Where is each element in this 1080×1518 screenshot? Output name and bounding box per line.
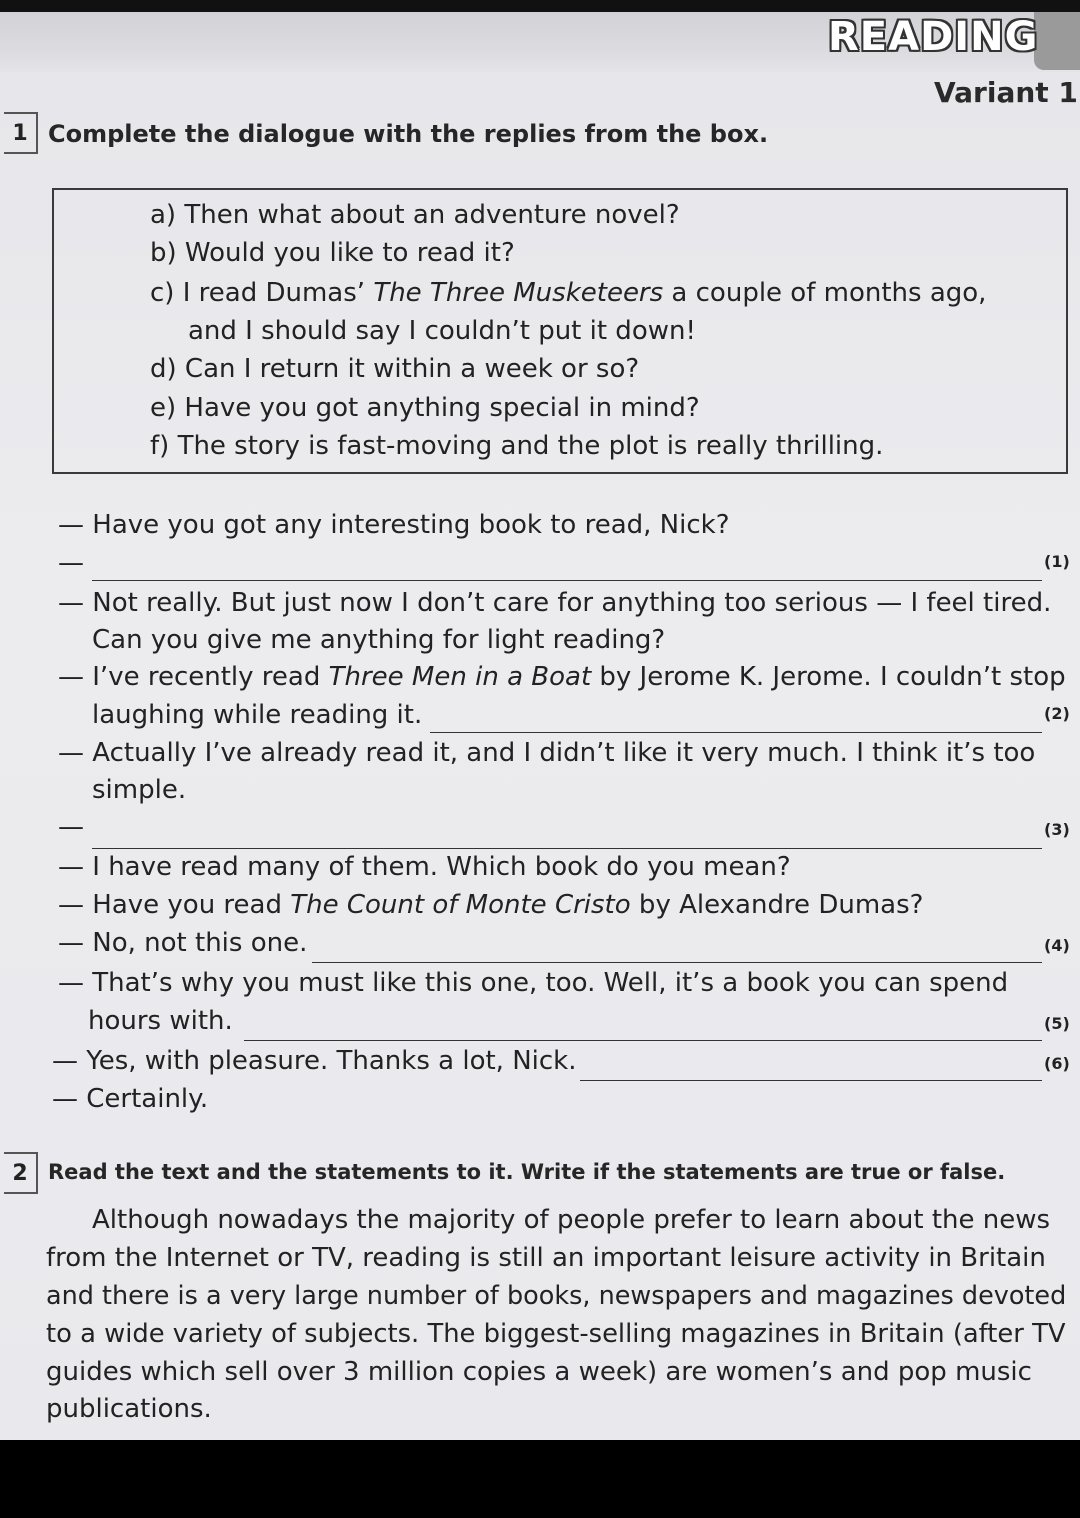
dialogue-line-4: Can you give me anything for light reading? xyxy=(92,625,666,655)
section-title: READING xyxy=(828,14,1039,60)
option-c-continued: and I should say I couldn’t put it down! xyxy=(188,316,696,346)
task-2-instruction: Read the text and the statements to it. Write if the statements are true or false. xyxy=(48,1160,1006,1184)
dialogue-line-5: — I’ve recently read Three Men in a Boat by Jerome K. Jerome. I couldn’t stop xyxy=(58,662,1066,692)
option-e: e) Have you got anything special in mind? xyxy=(150,393,700,423)
task-2-number: 2 xyxy=(4,1152,38,1194)
option-a: a) Then what about an adventure novel? xyxy=(150,200,680,230)
task-1-instruction: Complete the dialogue with the replies from the box. xyxy=(48,120,769,148)
variant-label: Variant 1 xyxy=(934,76,1078,109)
dialogue-line-3: — Not really. But just now I don’t care for anything too serious — I feel tired. xyxy=(58,588,1052,618)
answer-blank-3[interactable] xyxy=(92,848,1042,849)
dialogue-line-10: — I have read many of them. Which book do you mean? xyxy=(58,852,791,882)
answer-blank-4[interactable] xyxy=(312,962,1042,963)
option-c: c) I read Dumas’ The Three Musketeers a couple of months ago, xyxy=(150,278,987,308)
answer-blank-5[interactable] xyxy=(244,1040,1042,1041)
answer-blank-6[interactable] xyxy=(580,1080,1042,1081)
text-line-3: and there is a very large number of books, newspapers and magazines devoted xyxy=(46,1281,1067,1311)
top-dark-strip xyxy=(0,0,1080,12)
dialogue-line-14: hours with. xyxy=(88,1006,233,1036)
option-d: d) Can I return it within a week or so? xyxy=(150,354,640,384)
text-line-4: to a wide variety of subjects. The biggest-selling magazines in Britain (after TV xyxy=(46,1319,1066,1349)
blank-number-3: (3) xyxy=(1044,820,1070,839)
text-line-5: guides which sell over 3 million copies a week) are women’s and pop music xyxy=(46,1357,1032,1387)
dialogue-line-16: — Certainly. xyxy=(52,1084,209,1114)
dialogue-line-7: — Actually I’ve already read it, and I didn’t like it very much. I think it’s too xyxy=(58,738,1036,768)
dialogue-line-11: — Have you read The Count of Monte Cristo by Alexandre Dumas? xyxy=(58,890,924,920)
dialogue-line-15: — Yes, with pleasure. Thanks a lot, Nick. xyxy=(52,1046,577,1076)
text-line-2: from the Internet or TV, reading is still an important leisure activity in Britain xyxy=(46,1243,1046,1273)
corner-decoration xyxy=(1034,12,1080,70)
dialogue-line-12: — No, not this one. xyxy=(58,928,308,958)
text-line-6: publications. xyxy=(46,1394,212,1424)
blank-number-5: (5) xyxy=(1044,1014,1070,1033)
blank-number-4: (4) xyxy=(1044,936,1070,955)
dialogue-line-8: simple. xyxy=(92,775,187,805)
answer-blank-2[interactable] xyxy=(430,732,1042,733)
dialogue-line-6: laughing while reading it. xyxy=(92,700,423,730)
dialogue-dash-3: — xyxy=(58,812,84,842)
answer-blank-1[interactable] xyxy=(92,580,1042,581)
dialogue-dash-1: — xyxy=(58,548,84,578)
blank-number-1: (1) xyxy=(1044,552,1070,571)
option-b: b) Would you like to read it? xyxy=(150,238,515,268)
blank-number-2: (2) xyxy=(1044,704,1070,723)
option-f: f) The story is fast-moving and the plot is really thrilling. xyxy=(150,431,884,461)
blank-number-6: (6) xyxy=(1044,1054,1070,1073)
dialogue-line-13: — That’s why you must like this one, too. Well, it’s a book you can spend xyxy=(58,968,1009,998)
task-1-number: 1 xyxy=(4,112,38,154)
dialogue-line-1: — Have you got any interesting book to read, Nick? xyxy=(58,510,730,540)
text-line-1: Although nowadays the majority of people prefer to learn about the news xyxy=(92,1205,1051,1235)
